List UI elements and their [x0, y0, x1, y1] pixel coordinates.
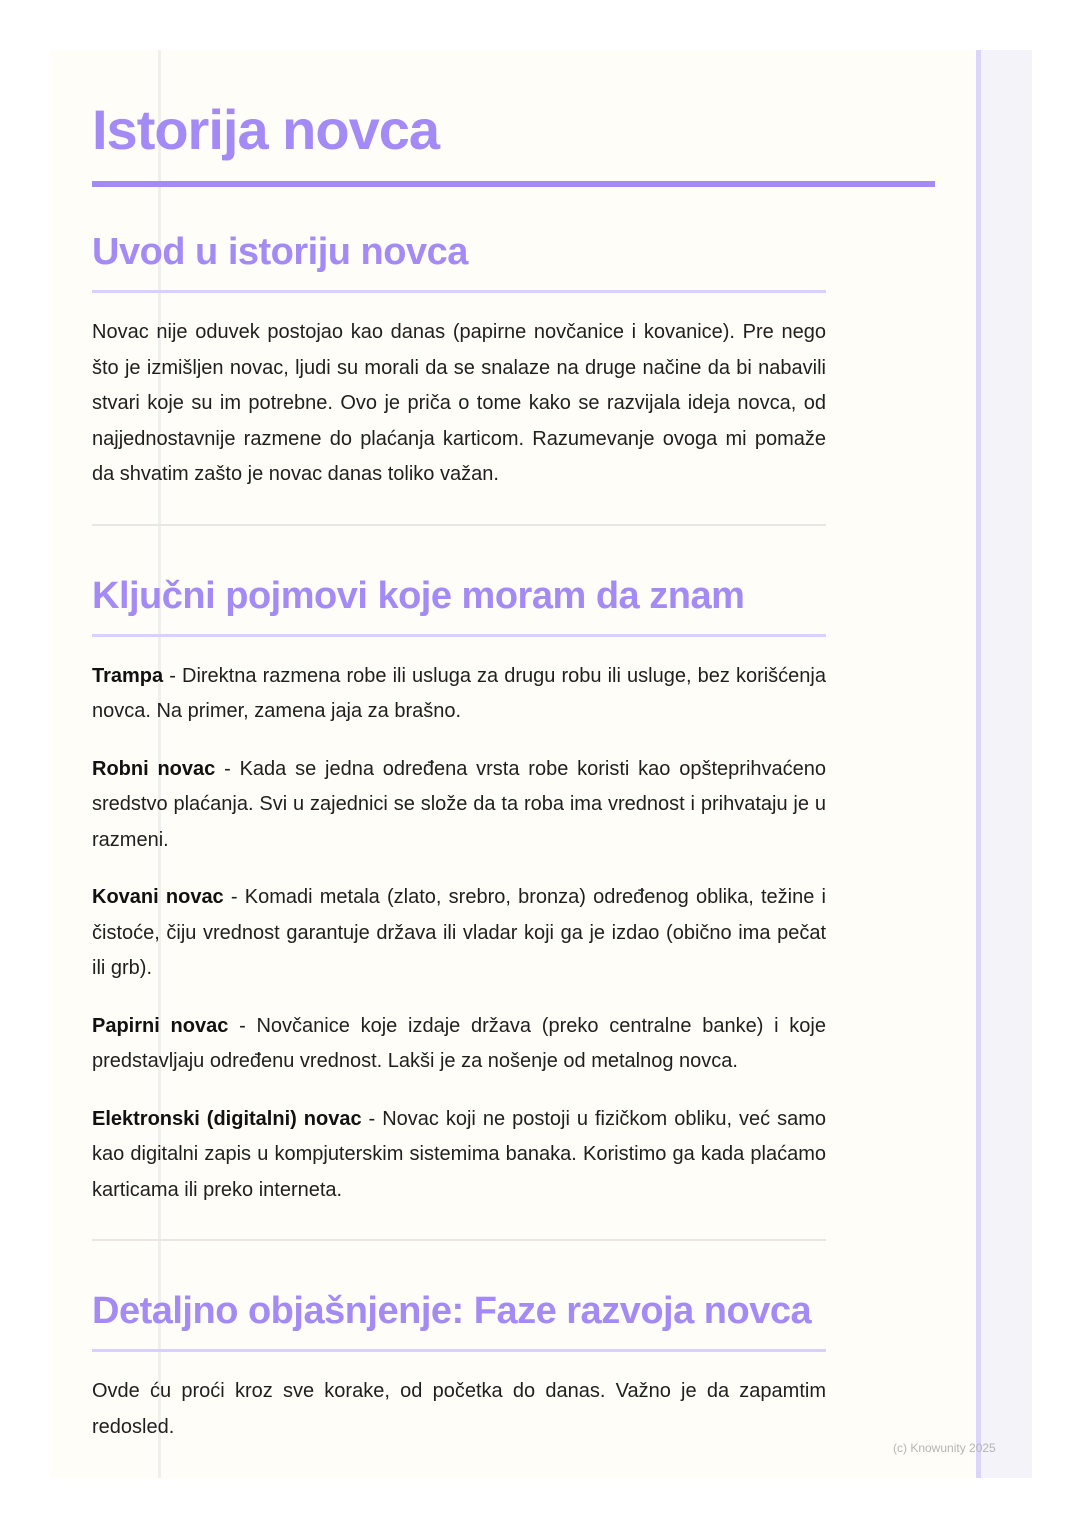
- copyright-footer: (c) Knowunity 2025: [893, 1441, 996, 1455]
- section-heading-intro: Uvod u istoriju novca: [92, 231, 468, 273]
- heading-rule: [92, 290, 826, 293]
- page-title: Istorija novca: [92, 98, 440, 161]
- intro-paragraph: Novac nije oduvek postojao kao danas (papirne novčanice i kovanice). Pre nego što je izmišljen novac, ljudi su morali da se snalaze na druge načine da bi nabavili stvari koje su im potrebne. Ovo je priča o tome kako se razvijala ideja novca, od najjednostavnije razmene do plaćanja karticom. Razumevanje ovoga mi pomaže da shvatim zašto je novac danas toliko važan.: [92, 321, 826, 485]
- heading-rule: [92, 1349, 826, 1352]
- document-content: [92, 90, 826, 1445]
- right-margin-strip: [976, 50, 1032, 1478]
- term-item: Elektronski (digitalni) novac - Novac koji ne postoji u fizičkom obliku, već samo kao digitalni zapis u kompjuterskim sistemima banaka. Koristimo ga kada plaćamo karticama ili preko interneta.: [92, 1107, 826, 1201]
- term-item: Papirni novac - Novčanice koje izdaje država (preko centralne banke) i koje predstavljaju određenu vrednost. Lakši je za nošenje od metalnog novca.: [92, 1014, 826, 1072]
- phases-paragraph: Ovde ću proći kroz sve korake, od početka do danas. Važno je da zapamtim redosled.: [92, 1380, 826, 1438]
- section-divider: [92, 524, 826, 526]
- heading-rule: [92, 634, 826, 637]
- section-heading-phases: Detaljno objašnjenje: Faze razvoja novca: [92, 1290, 812, 1332]
- term-item: Robni novac - Kada se jedna određena vrsta robe koristi kao opšteprihvaćeno sredstvo plaćanja. Svi u zajednici se slože da ta roba ima vrednost i prihvataju je u razmeni.: [92, 757, 827, 851]
- title-rule: [92, 181, 935, 187]
- term-item: Kovani novac - Komadi metala (zlato, srebro, bronza) određenog oblika, težine i čistoće, čiju vrednost garantuje država ili vladar koji ga je izdao (obično ima pečat ili grb).: [92, 886, 826, 979]
- section-divider: [92, 1239, 826, 1241]
- term-item: Trampa - Direktna razmena robe ili usluga za drugu robu ili usluge, bez korišćenja novca. Na primer, zamena jaja za brašno.: [92, 664, 826, 722]
- section-heading-key-terms: Ključni pojmovi koje moram da znam: [92, 574, 745, 617]
